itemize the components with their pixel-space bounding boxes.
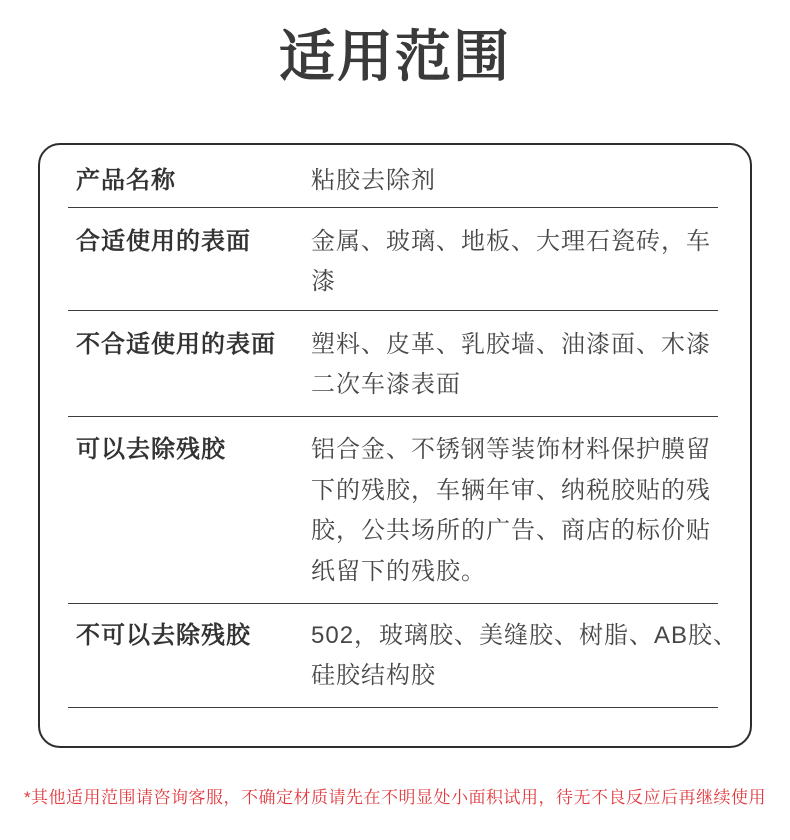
value-line: 漆: [311, 268, 336, 295]
row-label: 产品名称: [76, 167, 176, 194]
value-line: 硅胶结构胶: [311, 662, 436, 689]
footnote-disclaimer: *其他适用范围请咨询客服，不确定材质请先在不明显处小面积试用，待无不良反应后再继续使用: [23, 788, 767, 807]
row-value: [311, 222, 718, 302]
value-line: 胶，公共场所的广告、商店的标价贴: [311, 517, 711, 544]
row-value: [311, 616, 738, 696]
value-line: 粘胶去除剂: [311, 167, 436, 194]
value-line: 下的残胶，车辆年审、纳税胶贴的残: [311, 476, 711, 504]
row-label: 合适使用的表面: [76, 228, 251, 255]
row-label: 可以去除残胶: [76, 436, 226, 463]
value-line: 纸留下的残胶。: [311, 557, 486, 585]
table-row-non-removable-residue: [68, 604, 739, 708]
value-line: 塑料、皮革、乳胶墙、油漆面、木漆: [311, 331, 711, 358]
table-row-suitable-surfaces: [68, 208, 718, 311]
row-label: 不合适使用的表面: [76, 331, 276, 358]
row-value: [311, 430, 718, 592]
value-line: 502，玻璃胶、美缝胶、树脂、AB胶、: [311, 622, 739, 649]
table-row-removable-residue: [68, 417, 718, 604]
row-label: 不可以去除残胶: [76, 622, 251, 649]
info-table-card: [38, 143, 752, 748]
row-value: [311, 325, 718, 405]
value-line: 二次车漆表面: [311, 371, 461, 398]
info-table: [68, 145, 739, 708]
row-value: [311, 161, 718, 201]
value-line: 金属、玻璃、地板、大理石瓷砖，车: [311, 228, 711, 255]
value-line: 铝合金、不锈钢等装饰材料保护膜留: [311, 436, 711, 463]
table-row-unsuitable-surfaces: [68, 311, 718, 417]
page-title: 适用范围: [279, 25, 511, 88]
table-row-product-name: [68, 145, 718, 208]
